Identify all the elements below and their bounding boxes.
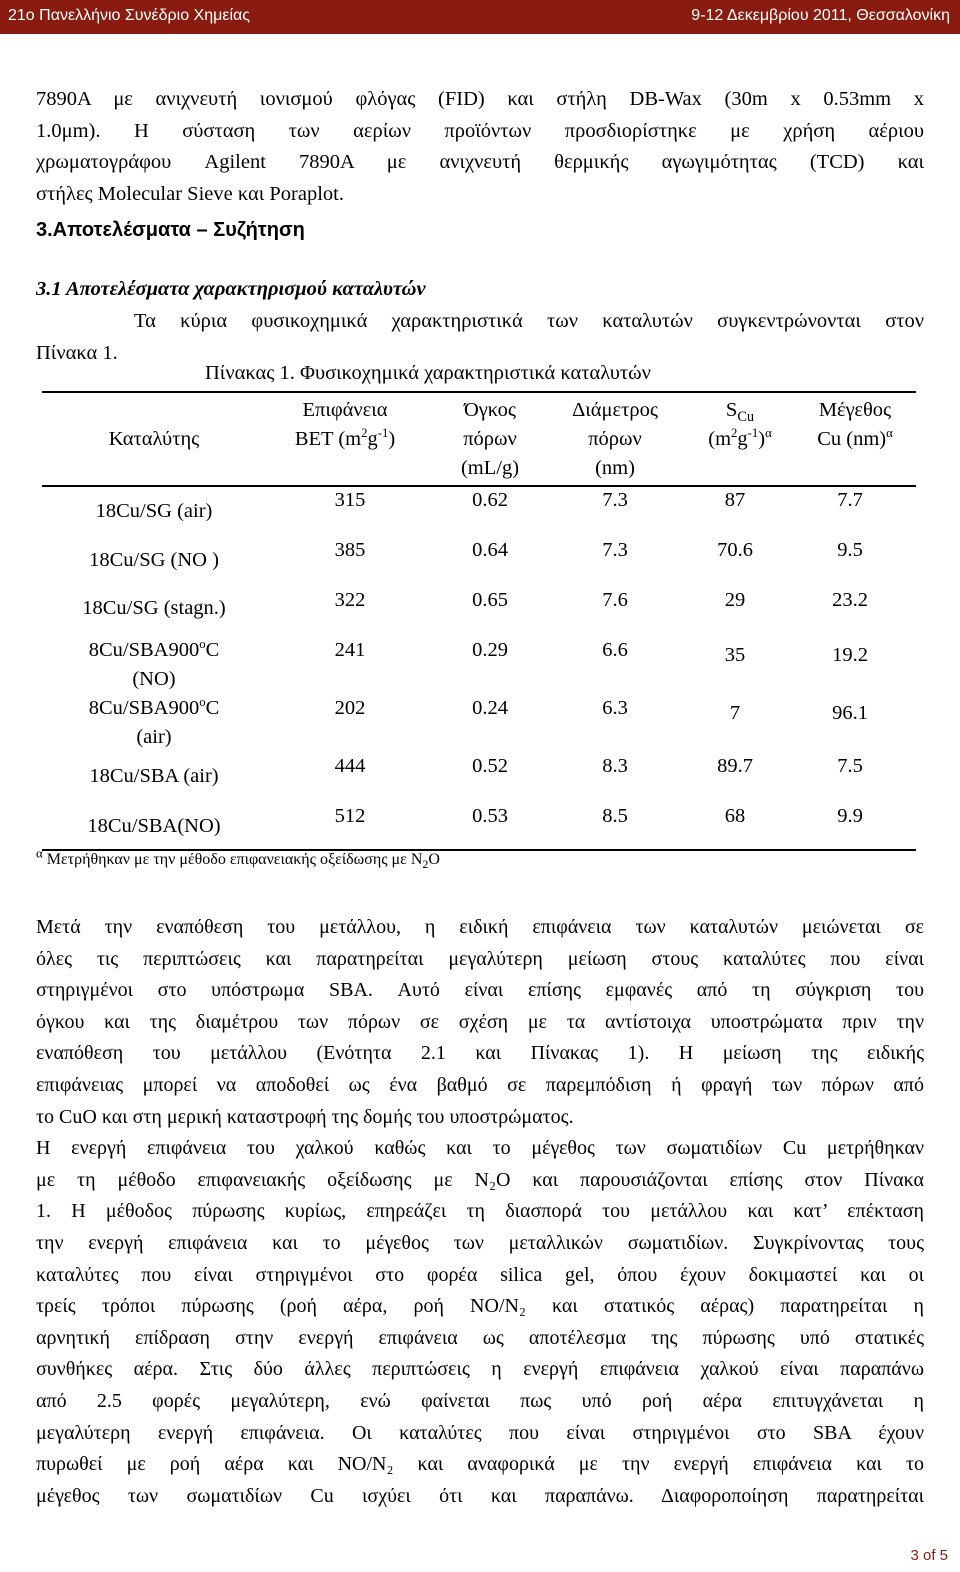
- header-bet-g: g: [367, 428, 378, 450]
- table-footnote: [36, 846, 440, 872]
- superscript: -1: [377, 426, 389, 441]
- cell-size: 19.2: [832, 644, 868, 666]
- table-row-catalyst: 18Cu/SBA (air): [89, 765, 219, 787]
- text-line: Η ενεργή επιφάνεια του χαλκού καθώς και το μέγεθος των σωματιδίων Cu μετρήθηκαν: [36, 1137, 924, 1160]
- degree-sup: o: [199, 695, 206, 710]
- table-row-catalyst: 18Cu/SG (stagn.): [82, 597, 226, 619]
- text-line: καταλύτες που είναι στηριγμένοι στο φορέα silica gel, όπου έχουν δοκιμαστεί και οι: [36, 1263, 924, 1286]
- cell-bet: 385: [334, 539, 366, 561]
- cell-volume: 0.53: [472, 805, 508, 827]
- cell-size: 9.9: [837, 805, 863, 827]
- text-line: εναπόθεση του μετάλλου (Ενότητα 2.1 και Πίνακας 1). Η μείωση της ειδικής: [36, 1042, 924, 1065]
- text-line: 7890A με ανιχνευτή ιονισμού φλόγας (FID) και στήλη DB-Wax (30m x 0.53mm x: [36, 88, 924, 110]
- cell-diameter: 8.3: [602, 755, 628, 777]
- paren: ): [388, 428, 396, 450]
- cell-volume: 0.29: [472, 639, 508, 661]
- cell-size: 9.5: [837, 539, 863, 561]
- cell-diameter: 7.3: [602, 489, 628, 511]
- header-cu-size: [790, 396, 920, 454]
- text-line: από 2.5 φορές μεγαλύτερη, ενώ φαίνεται πως υπό ροή αέρα επιτυγχάνεται η: [36, 1389, 924, 1412]
- cell-volume: 0.62: [472, 489, 508, 511]
- text-line: με τη μέθοδο επιφανειακής οξείδωσης με N₂O και παρουσιάζονται επίσης στον Πίνακα: [36, 1168, 924, 1191]
- section-heading: 3.Αποτελέσματα – Συζήτηση: [36, 219, 305, 241]
- header-dia-line3: (nm): [595, 457, 635, 479]
- paren: ): [758, 428, 766, 450]
- header-vol-line3: (mL/g): [460, 457, 520, 479]
- header-size-line2: [790, 425, 920, 454]
- cell-volume: 0.52: [472, 755, 508, 777]
- table-row-catalyst: [34, 694, 274, 752]
- cell-diameter: 7.6: [602, 589, 628, 611]
- text-line: όλες τις περιπτώσεις και παρατηρείται μεγαλύτερη μείωση στους καταλύτες που είναι: [36, 947, 924, 970]
- cell-volume: 0.65: [472, 589, 508, 611]
- text-line: επιφάνειας μπορεί να αποδοθεί ως ένα βαθμό σε παρεμπόδιση ή φραγή των πόρων από: [36, 1073, 924, 1096]
- page-number: 3 of 5: [910, 1547, 948, 1564]
- cell-scu: 68: [724, 805, 746, 827]
- header-bet-unit: BET (m: [294, 428, 362, 450]
- footnote-marker: α: [36, 846, 43, 861]
- catalyst-line: (NO): [132, 668, 176, 690]
- cell-volume: 0.64: [472, 539, 508, 561]
- cell-size: 7.7: [837, 489, 863, 511]
- footnote-text: Μετρήθηκαν με την μέθοδο επιφανειακής οξείδωσης με N: [46, 851, 423, 868]
- cell-scu: 87: [724, 489, 746, 511]
- text-line: Τα κύρια φυσικοχημικά χαρακτηριστικά των καταλυτών συγκεντρώνονται στον: [134, 310, 924, 332]
- header-dia-line1: Διάμετρος: [572, 399, 658, 421]
- text-line: τρείς τρόποι πύρωσης (ροή αέρα, ροή NO/N₂ και στατικός αέρας) παρατηρείται η: [36, 1295, 924, 1318]
- text-line: πυρωθεί με ροή αέρα και NO/N₂ και αναφορικά με την ενεργή επιφάνεια και το: [36, 1453, 924, 1476]
- table-top-rule: [42, 391, 916, 393]
- header-size-line1: Μέγεθος: [818, 399, 892, 421]
- text-line: χρωματογράφου Agilent 7890A με ανιχνευτή θερμικής αγωγιμότητας (TCD) και: [36, 151, 924, 173]
- text-line: 1.0μm). Η σύσταση των αερίων προϊόντων προσδιορίστηκε με χρήση αέριου: [36, 119, 924, 142]
- cell-bet: 322: [334, 589, 366, 611]
- header-bet-line2: [270, 425, 420, 454]
- text-line: 1. Η μέθοδος πύρωσης κυρίως, επηρεάζει τη διασπορά του μετάλλου και κατ’ επέκταση: [36, 1200, 924, 1223]
- superscript: α: [886, 426, 893, 441]
- cell-bet: 512: [334, 805, 366, 827]
- cell-diameter: 6.3: [602, 697, 628, 719]
- header-vol-line1: Όγκος: [463, 399, 517, 421]
- cell-scu: 35: [724, 644, 746, 666]
- header-scu-line2: [680, 425, 800, 454]
- cell-diameter: 7.3: [602, 539, 628, 561]
- page-header-bar: [0, 0, 960, 34]
- text-line: στηριγμένοι στο υπόστρωμα SBA. Αυτό είναι επίσης εμφανές από τη σύγκριση του: [36, 979, 924, 1002]
- catalyst-name: 8Cu/SBA900: [88, 697, 200, 719]
- text-line: μέγεθος των σωματιδίων Cu ισχύει ότι και παραπάνω. Διαφοροποίηση παρατηρείται: [36, 1484, 924, 1507]
- text-line: αρνητική επίδραση στην ενεργή επιφάνεια ως αποτέλεσμα της πύρωσης υπό στατικές: [36, 1326, 924, 1349]
- table-row-catalyst: [34, 636, 274, 694]
- cell-bet: 315: [334, 489, 366, 511]
- cell-scu: 29: [724, 589, 746, 611]
- conference-date-location: 9-12 Δεκεμβρίου 2011, Θεσσαλονίκη: [691, 7, 950, 24]
- cell-scu: 89.7: [717, 755, 753, 777]
- header-catalyst: Καταλύτης: [108, 428, 200, 450]
- cell-bet: 202: [334, 697, 366, 719]
- cell-size: 23.2: [832, 589, 868, 611]
- header-scu-line1: [680, 396, 800, 425]
- footnote-text-end: O: [428, 851, 440, 868]
- conference-title: 21ο Πανελλήνιο Συνέδριο Χημείας: [8, 7, 250, 24]
- text-line: το CuO και στη μερική καταστροφή της δομής του υποστρώματος.: [36, 1105, 574, 1128]
- cell-bet: 241: [334, 639, 366, 661]
- subscript: Cu: [737, 409, 755, 426]
- superscript: 2: [731, 426, 738, 441]
- cell-size: 7.5: [837, 755, 863, 777]
- text-line: στήλες Molecular Sieve και Poraplot.: [36, 182, 344, 205]
- method-paragraph: [36, 84, 924, 210]
- superscript: 2: [361, 426, 368, 441]
- table-row-catalyst: 18Cu/SBA(NO): [87, 815, 221, 837]
- header-scu-g: g: [737, 428, 748, 450]
- superscript: -1: [747, 426, 759, 441]
- cell-size: 96.1: [832, 702, 868, 724]
- superscript: α: [765, 426, 772, 441]
- cell-bet: 444: [334, 755, 366, 777]
- celsius-c: C: [205, 697, 220, 719]
- header-scu: [680, 396, 800, 454]
- subscript: 2: [422, 857, 429, 872]
- cell-scu: 7: [729, 702, 741, 724]
- catalyst-line: [34, 694, 274, 723]
- header-size-unit: Cu (nm): [817, 428, 887, 450]
- header-bet: [270, 396, 420, 454]
- catalyst-line: (air): [136, 726, 172, 748]
- text-line: μεγαλύτερη ενεργή επιφάνεια. Οι καταλύτες που είναι στηριγμένοι στο SBA έχουν: [36, 1421, 924, 1444]
- celsius-c: C: [205, 639, 220, 661]
- text-line: συνθήκες αέρα. Στις δύο άλλες περιπτώσεις η ενεργή επιφάνεια χαλκού είναι παραπάνω: [36, 1358, 924, 1381]
- text-line: όγκου και της διαμέτρου των πόρων σε σχέση με τα αντίστοιχα υποστρώματα πριν την: [36, 1010, 924, 1033]
- catalyst-line: [34, 636, 274, 665]
- cell-scu: 70.6: [717, 539, 753, 561]
- degree-sup: o: [199, 637, 206, 652]
- intro-paragraph: [36, 306, 924, 369]
- table-caption: Πίνακας 1. Φυσικοχημικά χαρακτηριστικά καταλυτών: [205, 362, 651, 384]
- cell-volume: 0.24: [472, 697, 508, 719]
- header-pore-volume: [430, 396, 550, 483]
- header-scu-s: S: [725, 399, 738, 421]
- text-line: Πίνακα 1.: [36, 341, 118, 364]
- header-dia-line2: πόρων: [588, 428, 642, 450]
- header-vol-line2: πόρων: [463, 428, 517, 450]
- header-pore-diameter: [545, 396, 685, 483]
- table-row-catalyst: 18Cu/SG (NO ): [89, 549, 219, 571]
- text-line: Μετά την εναπόθεση του μετάλλου, η ειδική επιφάνεια των καταλυτών μειώνεται σε: [36, 916, 924, 938]
- header-bet-line1: Επιφάνεια: [302, 399, 388, 421]
- discussion-paragraphs: [36, 912, 924, 1512]
- subsection-heading: 3.1 Αποτελέσματα χαρακτηρισμού καταλυτών: [36, 278, 426, 300]
- cell-diameter: 8.5: [602, 805, 628, 827]
- catalyst-name: 8Cu/SBA900: [88, 639, 200, 661]
- text-line: την ενεργή επιφάνεια και το μέγεθος των μεταλλικών σωματιδίων. Συγκρίνοντας τους: [36, 1231, 924, 1254]
- header-scu-unit: (m: [708, 428, 732, 450]
- cell-diameter: 6.6: [602, 639, 628, 661]
- table-row-catalyst: 18Cu/SG (air): [95, 500, 213, 522]
